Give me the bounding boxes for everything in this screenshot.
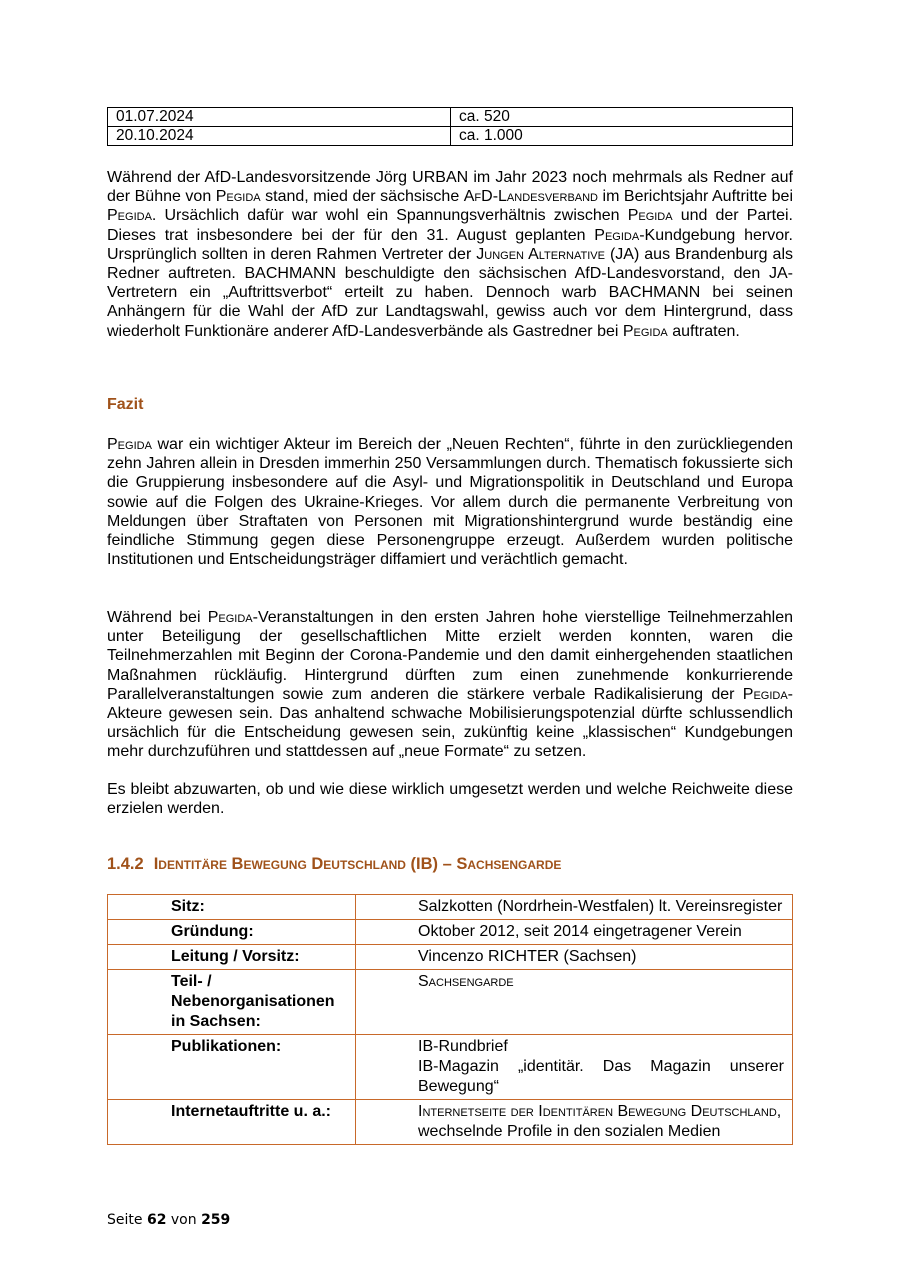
text-span: Jungen Alternative xyxy=(476,245,605,263)
section-heading xyxy=(107,855,561,874)
text-span: Pegida xyxy=(107,436,152,453)
text-span: stand, mied der sächsische xyxy=(260,188,464,206)
value-line: wechselnde Profile in den sozialen Medien xyxy=(418,1123,721,1140)
table-row xyxy=(108,970,793,1035)
text-span: Pegida xyxy=(107,207,152,225)
footer-text: Seite xyxy=(107,1212,147,1228)
text-span: Pegida xyxy=(622,322,668,340)
table-row xyxy=(108,108,793,127)
text-span: Pegida xyxy=(742,685,788,703)
text-span: und der Partei. Dieses trat insbesondere bei der für den 31. August geplanten xyxy=(107,207,793,244)
text-span: Pegida xyxy=(207,609,253,626)
text-span: -Veranstaltungen in den ersten Jahren hohe vierstellige Teilnehmerzahlen unter Beteiligung der gesellschaftlichen Mitte erzielt werden konnten, waren die Teilnehmerzahlen mit Beginn der Corona-Pandemie und den damit einhergehenden staatlichen Maßnahmen rückläufig. Hintergrund dürften zum einen zunehmende konkurrierende Parallelveranstaltungen sowie zum anderen die stärkere verbale Radikalisierung der xyxy=(107,609,793,703)
row-label: Sitz: xyxy=(108,895,356,920)
table-row xyxy=(108,920,793,945)
fazit-heading: Fazit xyxy=(107,396,144,413)
organisation-profile-table xyxy=(107,894,793,1145)
row-value: Vincenzo RICHTER (Sachsen) xyxy=(356,945,793,970)
section-title-part: (IB) – xyxy=(405,855,457,873)
table-row xyxy=(108,895,793,920)
table-row xyxy=(108,127,793,146)
page-number: 62 xyxy=(146,1212,167,1228)
date-cell: 01.07.2024 xyxy=(108,108,451,127)
text-span: im Berichtsjahr Auftritte bei xyxy=(598,188,794,206)
fazit-paragraph-2 xyxy=(107,608,793,762)
fazit-paragraph-3: Es bleibt abzuwarten, ob und wie diese wirklich umgesetzt werden und welche Reichweite diese erzielen werden. xyxy=(107,781,793,818)
row-label xyxy=(108,970,356,1035)
page-total: 259 xyxy=(201,1212,231,1228)
text-span: -Kundgebung hervor. Ursprünglich sollten in deren Rahmen Vertreter der xyxy=(107,226,793,263)
value-line: IB-Rundbrief xyxy=(418,1038,508,1055)
text-span: Pegida xyxy=(627,207,673,225)
text-span: . Ursächlich dafür war wohl ein Spannungsverhältnis zwischen xyxy=(151,207,628,225)
count-cell: ca. 520 xyxy=(451,108,793,127)
text-span: war ein wichtiger Akteur im Bereich der „Neuen Rechten“, führte in den zurückliegenden zehn Jahren allein in Dresden immerhin 250 Versammlungen durch. Thematisch fokussierte sich die Gruppierung insbesondere auf die Asyl- und Migrationspolitik in Deutschland und Europa sowie auf die Folgen des Ukraine-Krieges. Vor allem durch die permanente Verbreitung von Meldungen über Straftaten von Personen mit Migrationshintergrund wurde beständig eine feindliche Stimmung gegen diese Personengruppe erzeugt. Außerdem wurden politische Institutionen und Entscheidungsträger diffamiert und verächtlich gemacht. xyxy=(107,436,793,569)
footer-text: von xyxy=(166,1212,202,1228)
paragraph-afd-pegida xyxy=(107,168,793,341)
text-span: auftraten. xyxy=(667,322,740,340)
fazit-paragraph-1 xyxy=(107,435,793,569)
value-line: Internetseite der Identitären Bewegung Deutschland, xyxy=(418,1103,782,1120)
table-row xyxy=(108,1035,793,1100)
table-row xyxy=(108,945,793,970)
date-cell: 20.10.2024 xyxy=(108,127,451,146)
text-span: -Akteure gewesen sein. Das anhaltend schwache Mobilisierungspotenzial dürfte schlussendlich ursächlich für die Entscheidung gewesen sein, zukünftig keine „klassischen“ Kundgebungen mehr durchzuführen und stattdessen auf „neue Formate“ zu setzen. xyxy=(107,685,793,761)
row-label: Gründung: xyxy=(108,920,356,945)
label-line: Nebenorganisationen xyxy=(171,993,335,1010)
text-span: Während der AfD-Landesvorsitzende Jörg URBAN im Jahr 2023 noch mehrmals als Redner auf der Bühne von xyxy=(107,169,793,206)
label-line: in Sachsen: xyxy=(171,1013,261,1030)
row-label: Publikationen: xyxy=(108,1035,356,1100)
row-value: Sachsengarde xyxy=(356,970,793,1035)
table-row xyxy=(108,1100,793,1145)
text-span: Pegida xyxy=(215,188,261,206)
text-span: Pegida xyxy=(594,226,640,244)
row-value: Oktober 2012, seit 2014 eingetragener Verein xyxy=(356,920,793,945)
row-value xyxy=(356,1035,793,1100)
section-title-part: Identitäre Bewegung Deutschland xyxy=(153,855,406,873)
text-span: AfD-Landesverband xyxy=(463,188,598,206)
attendance-table xyxy=(107,107,793,146)
value-line: IB-Magazin „identitär. Das Magazin unserer Bewegung“ xyxy=(418,1058,784,1095)
label-line: Teil- / xyxy=(171,973,212,990)
page-footer xyxy=(107,1212,230,1228)
row-value xyxy=(356,1100,793,1145)
row-label: Leitung / Vorsitz: xyxy=(108,945,356,970)
text-span: Während bei xyxy=(107,609,208,626)
row-value: Salzkotten (Nordrhein-Westfalen) lt. Vereinsregister xyxy=(356,895,793,920)
count-cell: ca. 1.000 xyxy=(451,127,793,146)
section-title-part: Sachsengarde xyxy=(456,855,562,873)
text-span: (JA) aus Brandenburg als Redner auftreten. BACHMANN beschuldigte den sächsischen AfD-Landesvorstand, den JA-Vertretern ein „Auftrittsverbot“ erteilt zu haben. Dennoch warb BACHMANN bei seinen Anhängern für die Wahl der AfD zur Landtagswahl, gewiss auch vor dem Hintergrund, dass wiederholt Funktionäre anderer AfD-Landesverbände als Gastredner bei xyxy=(107,245,793,340)
section-number: 1.4.2 xyxy=(107,855,144,873)
row-label: Internetauftritte u. a.: xyxy=(108,1100,356,1145)
